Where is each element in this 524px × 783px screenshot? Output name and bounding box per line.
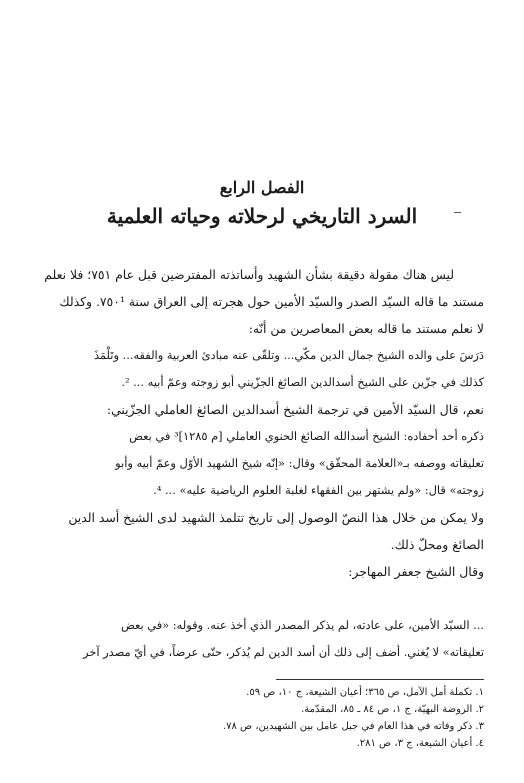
footnote-1: ١. تكملة أمل الآمل، ص ٣٦٥؛ أعيان الشيعة، ج ١٠، ص ٥٩. <box>246 687 484 698</box>
quote-line: زوجته» قال: «ولم يشتهر بين الفقهاء لغلبة العلوم الرياضية عليه» ... ⁴. <box>153 483 484 497</box>
quote-line: تعليقاته» لا يُغني. أضف إلى ذلك أن أسد الدين لم يُذكر، حتّى عرضاً، في أيّ مصدر آخر <box>83 645 484 659</box>
footnote-divider <box>276 679 484 680</box>
quote-2 <box>40 423 484 504</box>
quote-line: كذلك في جزّين على الشيخ أسدالدين الصائغ الجزّيني أبو زوجته وعمّ أبيه ... ². <box>121 375 484 389</box>
paragraph-line: ليس هناك مقولة دقيقة بشأن الشهيد وأساتذته المفترضين قبل عام ٧٥١؛ فلا نعلم <box>44 267 454 282</box>
quote-1 <box>40 342 484 396</box>
chapter-label: الفصل الرابع <box>219 178 305 197</box>
decorative-dash <box>454 212 461 213</box>
paragraph-1 <box>40 261 484 342</box>
quote-line: دَرَسَ على والده الشيخ جمال الدين مكّي... وتلقّى عنه مبادئ العربية والفقه... وتَلْمَذَ <box>93 348 484 362</box>
footnotes <box>40 684 484 752</box>
paragraph-line: وقال الشيخ جعفر المهاجر: <box>348 564 484 579</box>
quote-line: ... السيّد الأمين، على عادته، لم يذكر المصدر الذي أخذ عنه. وقوله: «في بعض <box>121 618 484 632</box>
chapter-title: السرد التاريخي لرحلاته وحياته العلمية <box>106 204 418 228</box>
paragraph-line: نعم، قال السيّد الأمين في ترجمة الشيخ أسدالدين الصائغ العاملي الجزّيني: <box>106 402 484 417</box>
quote-line: ذكره أحد أحفاده: الشيخ أسدالله الصائغ الحنوي العاملي [م ١٢٨٥]³ في بعض <box>129 429 484 443</box>
footnote-4: ٤. أعيان الشيعة، ج ٣، ص ٢٨١. <box>356 738 484 749</box>
paragraph-line: مستند ما قاله السيّد الصدر والسيّد الأمين حول هجرته إلى العراق سنة ٧٥٠¹. وكذلك <box>59 294 484 309</box>
paragraph-line: ولا يمكن من خلال هذا النصّ الوصول إلى تاريخ تتلمذ الشهيد لدى الشيخ أسد الدين <box>68 510 484 525</box>
footnote-2: ٢. الروضة البهيّة، ج ١، ص ٨٤ ـ ٨٥، المقدّمة. <box>301 704 484 715</box>
paragraph-2 <box>40 396 484 423</box>
paragraph-3 <box>40 504 484 558</box>
footnote-3: ٣. ذكر وفاته في هذا العام في جبل عامل بين الشهيدين، ص ٧٨. <box>222 721 484 732</box>
paragraph-4 <box>40 558 484 585</box>
quote-3 <box>40 612 484 666</box>
paragraph-line: لا نعلم مستند ما قاله بعض المعاصرين من أنّه: <box>248 321 484 336</box>
paragraph-line: الصائغ ومحلّ ذلك. <box>390 537 484 552</box>
quote-line: تعليقاته ووصفه بـ«العلامة المحقّق» وقال: «إنّه شيخ الشهيد الأوّل وعمّ أبيه وأبو <box>115 456 484 470</box>
